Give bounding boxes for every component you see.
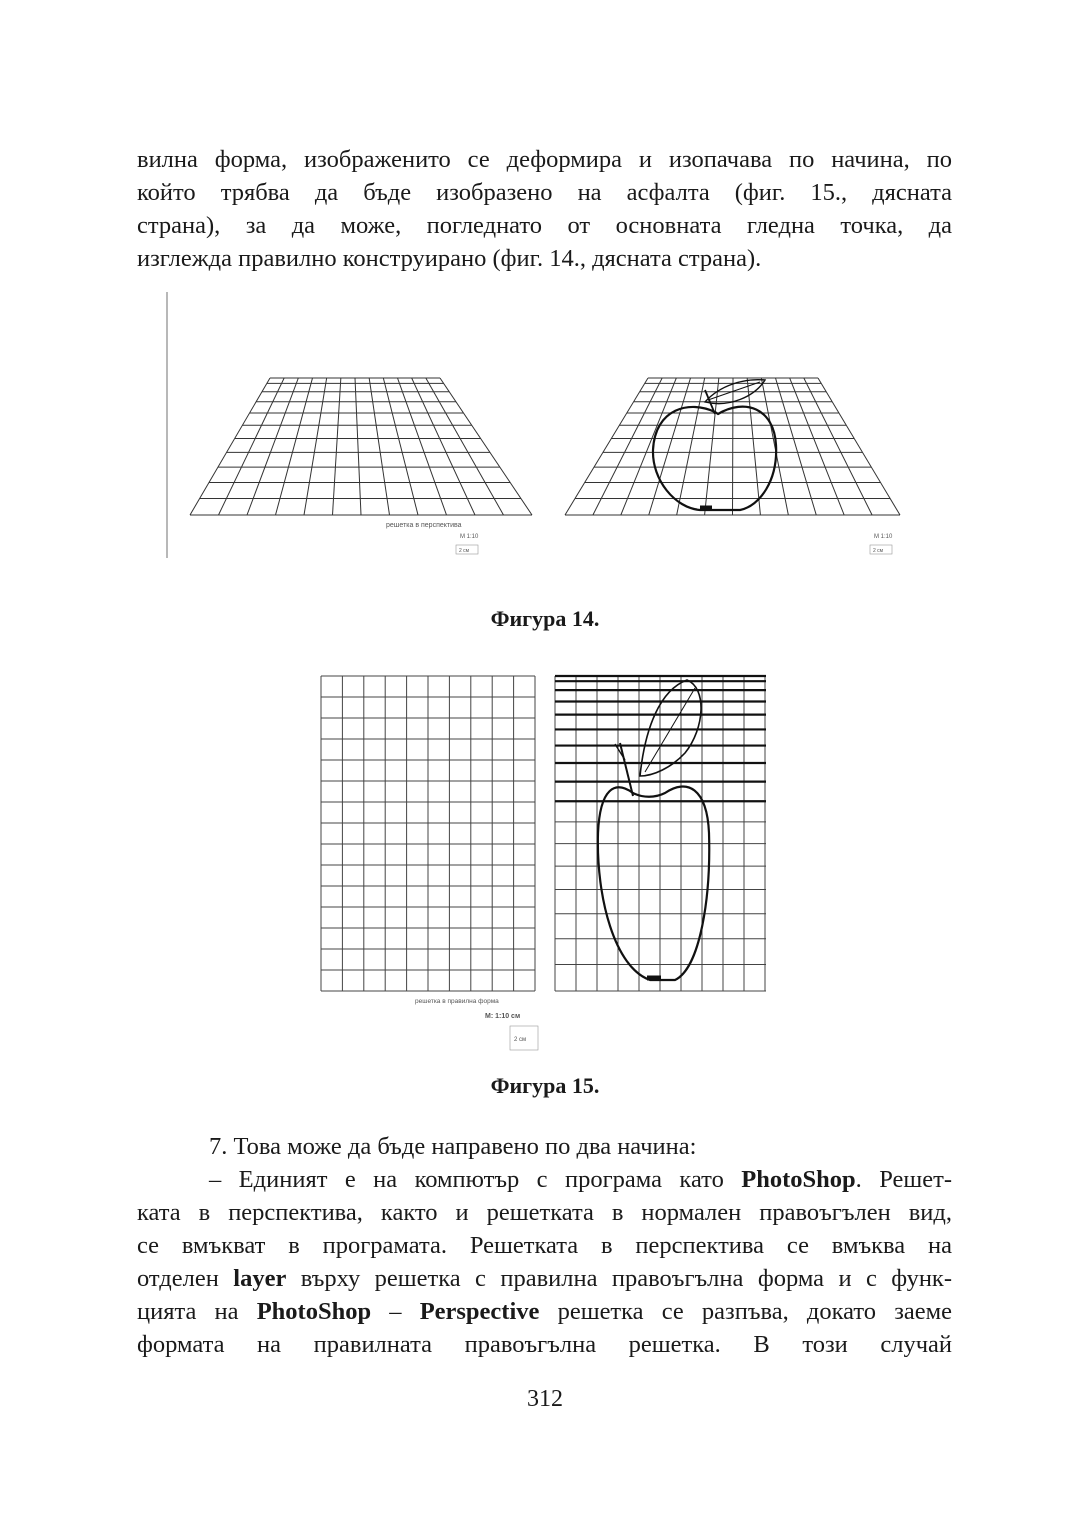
grid-line [761, 378, 788, 515]
grid-line [333, 378, 341, 515]
text-line: който трябва да бъде изобразено на асфалта (фиг. 15., дясната [137, 179, 952, 206]
grid-line [440, 378, 532, 515]
distorted-grid [555, 676, 766, 991]
text-line: – Единият е на компютър с програма като PhotoShop. Решет- [209, 1166, 952, 1193]
photoshop-term: PhotoShop [256, 1298, 372, 1325]
scale-label: М: 1:10 см [485, 1013, 521, 1020]
figure-14-caption: Фигура 14. [490, 606, 600, 631]
perspective-grid-right [565, 378, 900, 515]
grid-line [804, 378, 872, 515]
grid-line [747, 378, 760, 515]
grid-line [247, 378, 298, 515]
layer-term: layer [233, 1265, 287, 1292]
scale-label: М 1:10 [460, 534, 479, 540]
grid-line [677, 378, 705, 515]
perspective-grid-left [190, 378, 532, 515]
text-line: цията на PhotoShop – Perspective решетка се разпъва, докато заеме [137, 1298, 953, 1325]
figure-15-caption: Фигура 15. [490, 1073, 600, 1098]
grid-line [355, 378, 361, 515]
grid-line [190, 378, 270, 515]
text-line: се вмъкват в програмата. Решетката в перспектива се вмъква на [137, 1232, 952, 1259]
grid-line [565, 378, 648, 515]
grid-line [621, 378, 676, 515]
grid-line [790, 378, 845, 515]
grid-line [733, 378, 734, 515]
text-line: формата на правилната правоъгълна решетка. В този случай [137, 1331, 952, 1358]
scale-box-label: 2 см [873, 548, 884, 554]
scale-box-label: 2 см [459, 548, 470, 554]
grid-line [412, 378, 475, 515]
scale-box-label: 2 см [514, 1037, 527, 1043]
text-line: 7. Това може да бъде направено по два начина: [209, 1133, 697, 1160]
top-paragraph [137, 143, 952, 275]
text-line: вилна форма, изображенито се деформира и изопачава по начина, по [137, 146, 952, 173]
bottom-paragraph [137, 1130, 952, 1361]
figure-15-image [315, 668, 775, 1058]
grid-line [383, 378, 418, 515]
page-number: 312 [527, 1386, 563, 1412]
text-line: ката в перспектива, както и решетката в нормален правоъгълен вид, [137, 1199, 952, 1226]
grid-line [426, 378, 504, 515]
photoshop-term: PhotoShop [741, 1166, 856, 1193]
grid-line [369, 378, 389, 515]
text-line: отделен layer върху решетка с правилна правоъгълна форма и с функ- [137, 1265, 952, 1292]
scale-label: М 1:10 [874, 534, 893, 540]
grid-line [593, 378, 662, 515]
grid-line [776, 378, 817, 515]
perspective-term: Perspective [419, 1298, 540, 1325]
figure-14-image [160, 290, 920, 570]
grid-line [398, 378, 447, 515]
grid-label: решетка в правилна форма [415, 998, 499, 1005]
apple-distorted-drawing [598, 680, 709, 980]
grid-line [219, 378, 285, 515]
text-line: изглежда правилно конструирано (фиг. 14., дясната страна). [137, 245, 762, 272]
perspective-grid-label: решетка в перспектива [386, 522, 462, 529]
grid-line [818, 378, 900, 515]
rectangular-grid [321, 676, 535, 991]
text-line: страна), за да може, погледнато от основната гледна точка, да [137, 212, 952, 239]
